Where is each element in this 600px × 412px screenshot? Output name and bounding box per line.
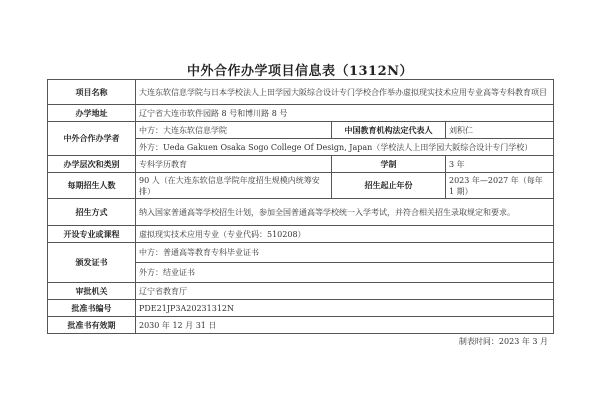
enrollment-value: 90 人（在大连东软信息学院年度招生规模内统筹安排） xyxy=(136,173,332,199)
validity-label: 批准书有效期 xyxy=(48,317,136,334)
duration-label: 学制 xyxy=(332,156,446,173)
table-row xyxy=(48,156,554,173)
major-value: 虚拟现实技术应用专业（专业代码：510208） xyxy=(136,226,554,243)
address-value: 辽宁省大连市软件园路 8 号和博川路 8 号 xyxy=(136,105,554,122)
project-info-table xyxy=(47,79,554,334)
certificate-label: 颁发证书 xyxy=(48,243,136,283)
table-row xyxy=(48,173,554,199)
level-value: 专科学历教育 xyxy=(136,156,332,173)
recruitment-label: 招生方式 xyxy=(48,199,136,226)
partners-label: 中外合作办学者 xyxy=(48,122,136,156)
table-row xyxy=(48,243,554,263)
major-label: 开设专业或课程 xyxy=(48,226,136,243)
partner-foreign-value: 外方：Ueda Gakuen Osaka Sogo College Of Design, Japan（学校法人上田学园大阪综合设计专门学校） xyxy=(136,139,554,156)
legal-rep-label: 中国教育机构法定代表人 xyxy=(332,122,446,139)
recruitment-value: 纳入国家普通高等学校招生计划，参加全国普通高等学校统一入学考试，并符合相关招生录取规定和要求。 xyxy=(136,199,554,226)
duration-value: 3 年 xyxy=(446,156,554,173)
table-row xyxy=(48,80,554,105)
enrollment-years-value: 2023 年—2027 年（每年 1 期） xyxy=(446,173,554,199)
validity-value: 2030 年 12 月 31 日 xyxy=(136,317,554,334)
enrollment-years-label: 招生起止年份 xyxy=(332,173,446,199)
table-row xyxy=(48,122,554,139)
approval-authority-value: 辽宁省教育厅 xyxy=(136,283,554,300)
approval-authority-label: 审批机关 xyxy=(48,283,136,300)
page-title: 中外合作办学项目信息表（1312N） xyxy=(186,64,414,79)
table-row xyxy=(48,317,554,334)
certificate-cn-value: 中方：普通高等教育专科毕业证书 xyxy=(136,243,554,263)
tabulation-date: 制表时间：2023 年 3 月 xyxy=(458,337,548,346)
table-row xyxy=(48,105,554,122)
table-row xyxy=(48,199,554,226)
certificate-foreign-value: 外方：结业证书 xyxy=(136,263,554,283)
table-row xyxy=(48,283,554,300)
approval-number-value: PDE21JP3A20231312N xyxy=(136,300,554,317)
legal-rep-value: 刘积仁 xyxy=(446,122,554,139)
project-name-label: 项目名称 xyxy=(48,80,136,105)
enrollment-label: 每期招生人数 xyxy=(48,173,136,199)
address-label: 办学地址 xyxy=(48,105,136,122)
project-name-value: 大连东软信息学院与日本学校法人上田学园大阪综合设计专门学校合作举办虚拟现实技术应用专业高等专科教育项目 xyxy=(136,80,554,105)
partner-cn-value: 中方：大连东软信息学院 xyxy=(136,122,332,139)
table-row xyxy=(48,300,554,317)
table-row xyxy=(48,226,554,243)
approval-number-label: 批准书编号 xyxy=(48,300,136,317)
level-label: 办学层次和类别 xyxy=(48,156,136,173)
